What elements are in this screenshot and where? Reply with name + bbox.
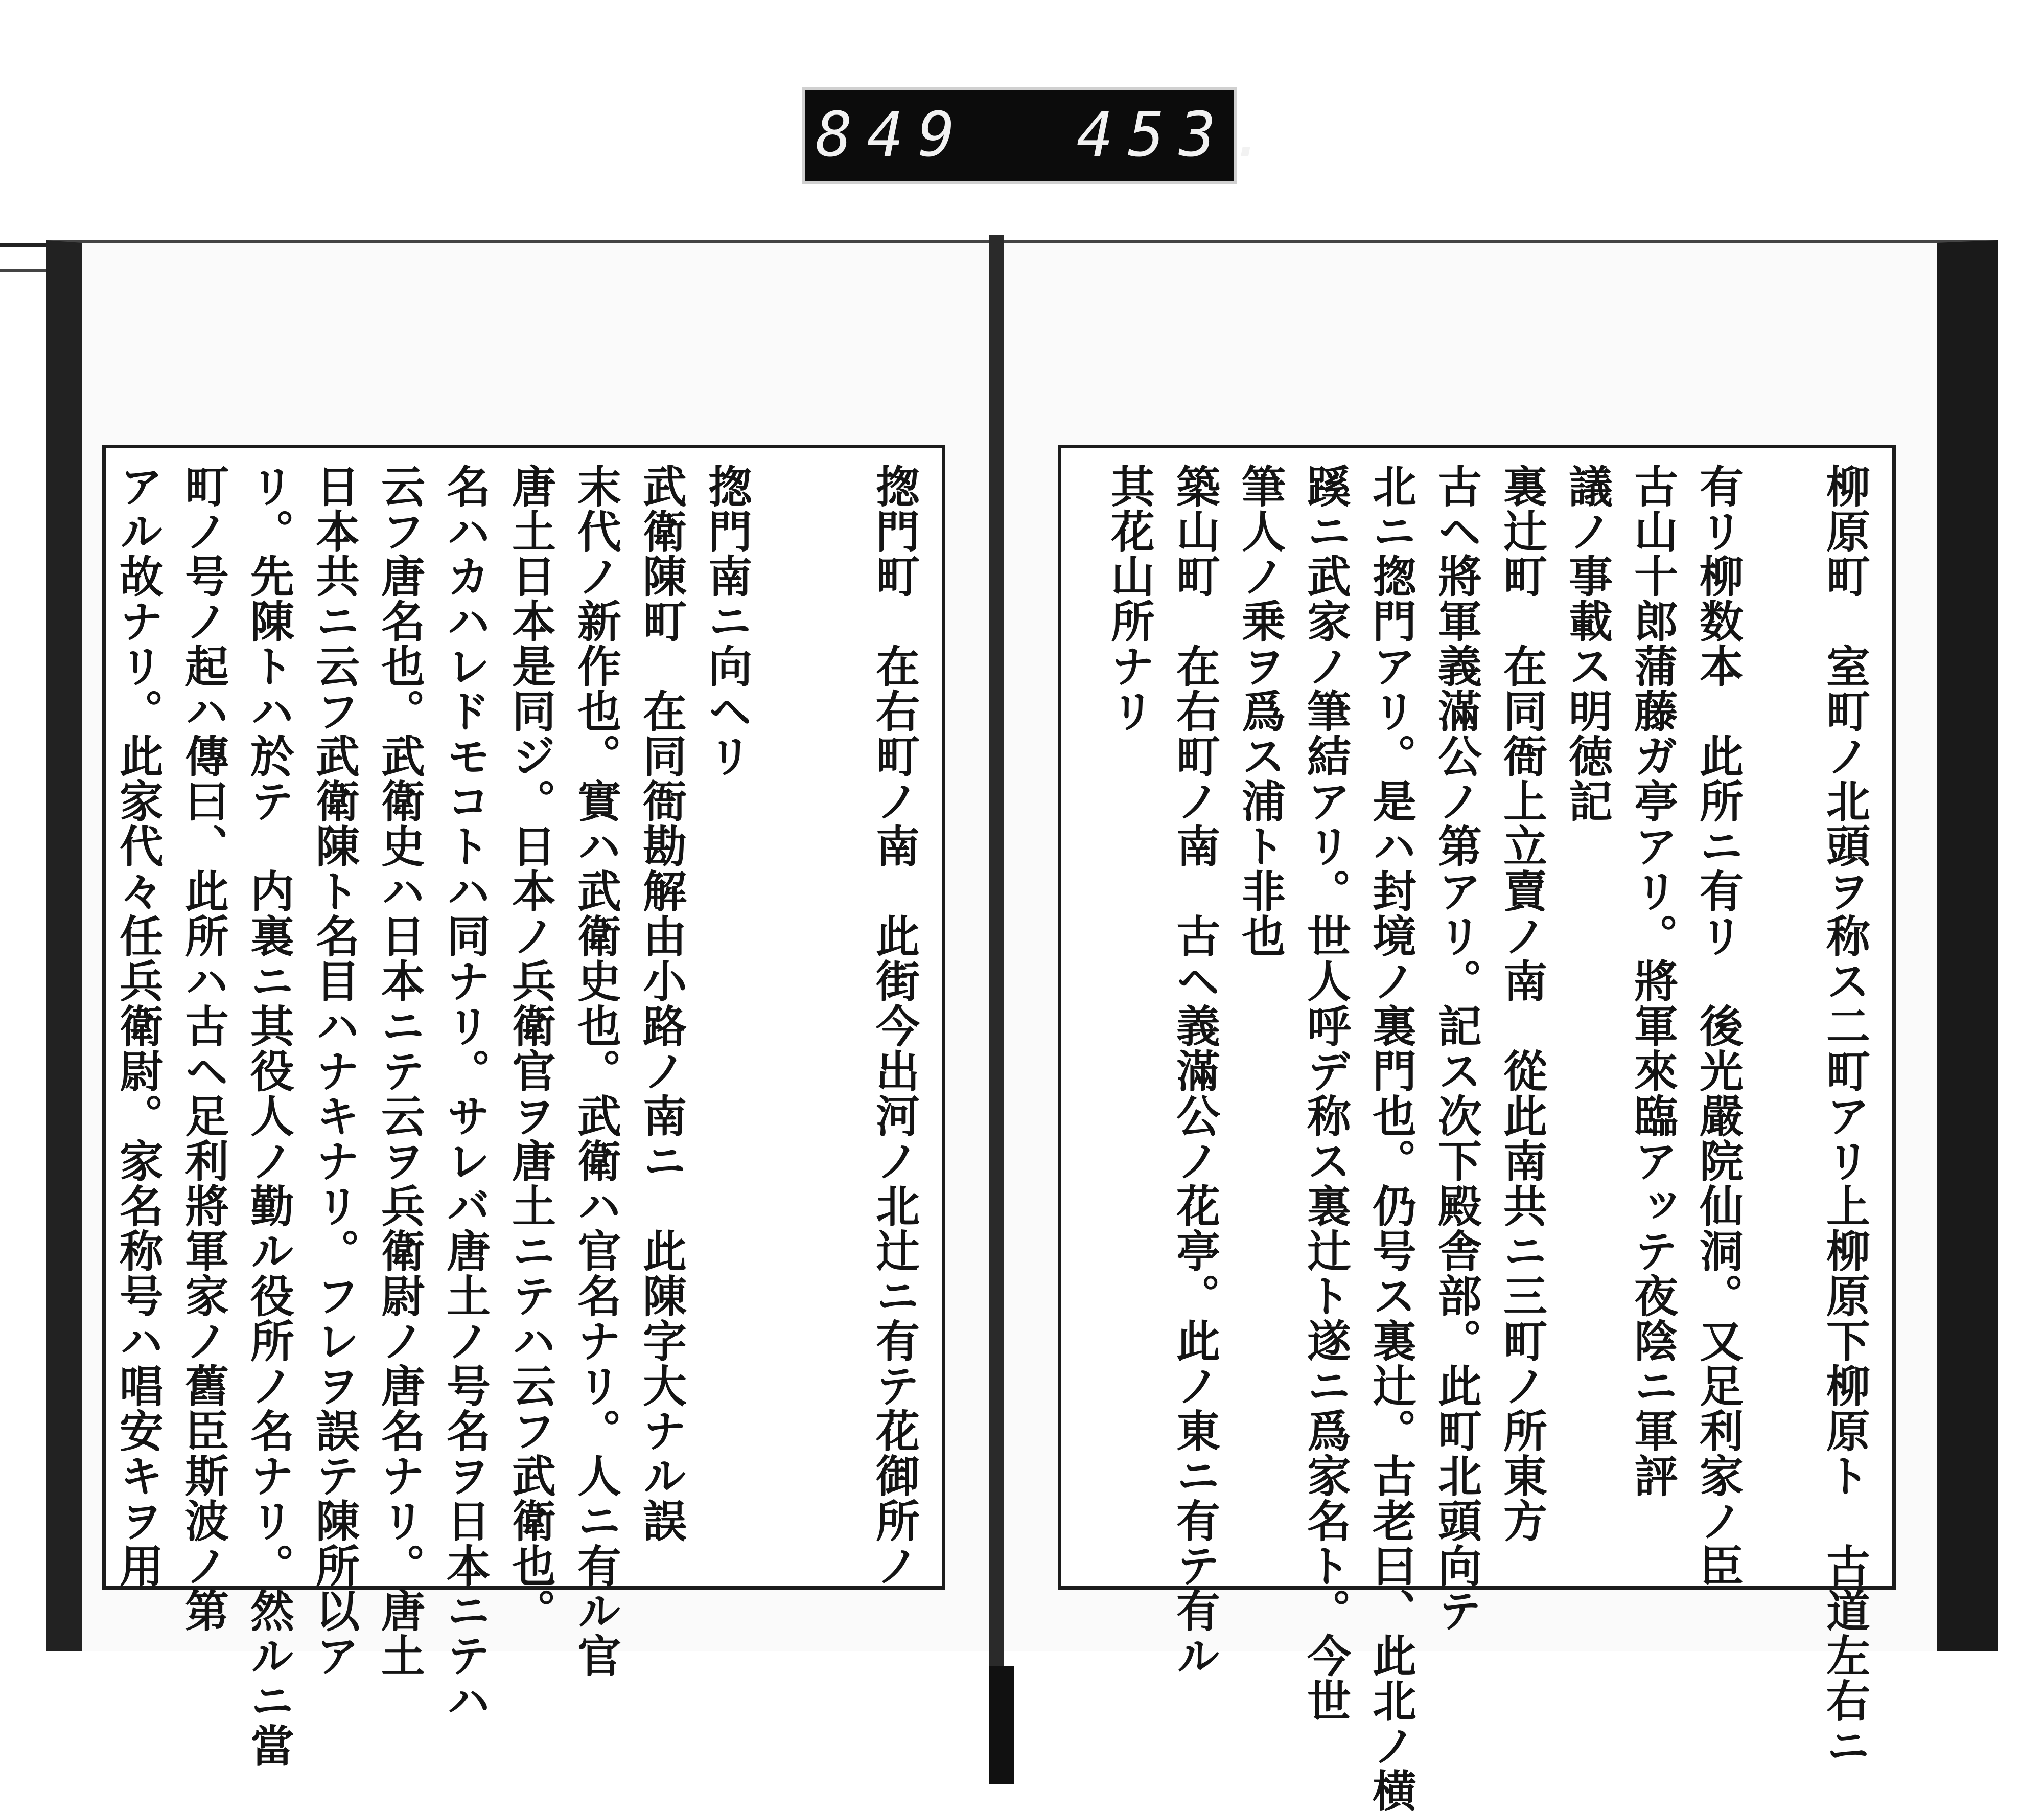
book-gutter: [989, 235, 1004, 1666]
catalog-number-left: 849: [816, 100, 969, 171]
text-column: 揔門町 在右町ノ南 此街今出河ノ北辻ニ有テ花御所ノ: [868, 464, 920, 1588]
text-column: 末代ノ新作也。實ハ武衛史也。武衛ハ官名ナリ。人ニ有ル官: [570, 464, 621, 1678]
text-column: 裏辻町 在同衙上立賣ノ南 從此南共ニ三町ノ所東方: [1496, 464, 1547, 1543]
text-column: 蹊ニ武家ノ筆結アリ。世人呼デ称ス裏辻ト遂ニ爲家名ト。今世: [1299, 464, 1351, 1723]
right-text-frame: [1058, 445, 1896, 1813]
text-column: 柳原町 室町ノ北頭ヲ称ス二町アリ上柳原下柳原ト 古道左右ニ: [1819, 464, 1870, 1768]
text-column: 有リ柳数本 此所ニ有リ 後光嚴院仙洞。又足利家ノ臣: [1692, 464, 1744, 1588]
text-column: 北ニ揔門アリ。是ハ封境ノ裏門也。仍号ス裏辻。古老曰、此北ノ横: [1365, 464, 1416, 1813]
text-column: 揔門南ニ向ヘリ: [701, 464, 752, 778]
left-text-body: [112, 464, 926, 1768]
text-column: リ。先陳トハ於テ 内裏ニ其役人ノ勤ル役所ノ名ナリ。然ルニ當: [243, 464, 294, 1768]
text-column: 議ノ事載ス明徳記: [1561, 464, 1613, 823]
text-column: 名ハカハレドモコトハ同ナリ。サレバ唐土ノ号名ヲ日本ニテハ: [439, 464, 491, 1723]
text-column: 唐土日本是同ジ。日本ノ兵衛官ヲ唐土ニテハ云フ武衛也。: [504, 464, 556, 1633]
left-text-frame: [102, 445, 945, 1768]
text-column: 其花山所ナリ: [1103, 464, 1155, 733]
text-column: 町ノ号ノ起ハ傳曰、此所ハ古ヘ足利將軍家ノ舊臣斯波ノ第: [177, 464, 229, 1633]
binding-tab: [989, 1666, 1014, 1784]
text-column: 築山町 在右町ノ南 古ヘ義滿公ノ花亭。此ノ東ニ有テ有ル: [1169, 464, 1220, 1678]
text-column: 武衛陳町 在同衙勘解由小路ノ南ニ 此陳字大ナル誤: [635, 464, 687, 1543]
right-text-body: [1077, 464, 1877, 1813]
text-column: 日本共ニ云フ武衛陳ト名目ハナキナリ。フレヲ誤テ陳所以ア: [308, 464, 360, 1678]
text-column: 古山十郎蒲藤ガ亭アリ。將軍來臨アッテ夜陰ニ軍評: [1627, 464, 1678, 1498]
text-column: アル故ナリ。此家代々任兵衛尉。家名称号ハ唱安キヲ用: [112, 464, 164, 1588]
text-column: 筆人ノ乗ヲ爲ス浦ト非也: [1234, 464, 1286, 958]
catalog-label: [802, 87, 1282, 184]
text-column: 古ヘ將軍義滿公ノ第アリ。記ス次下殿舎部。此町北頭向テ: [1430, 464, 1482, 1633]
text-column: 云フ唐名也。武衛史ハ日本ニテ云ヲ兵衛尉ノ唐名ナリ。唐土: [374, 464, 425, 1678]
catalog-number-right: 453.: [1076, 100, 1282, 171]
